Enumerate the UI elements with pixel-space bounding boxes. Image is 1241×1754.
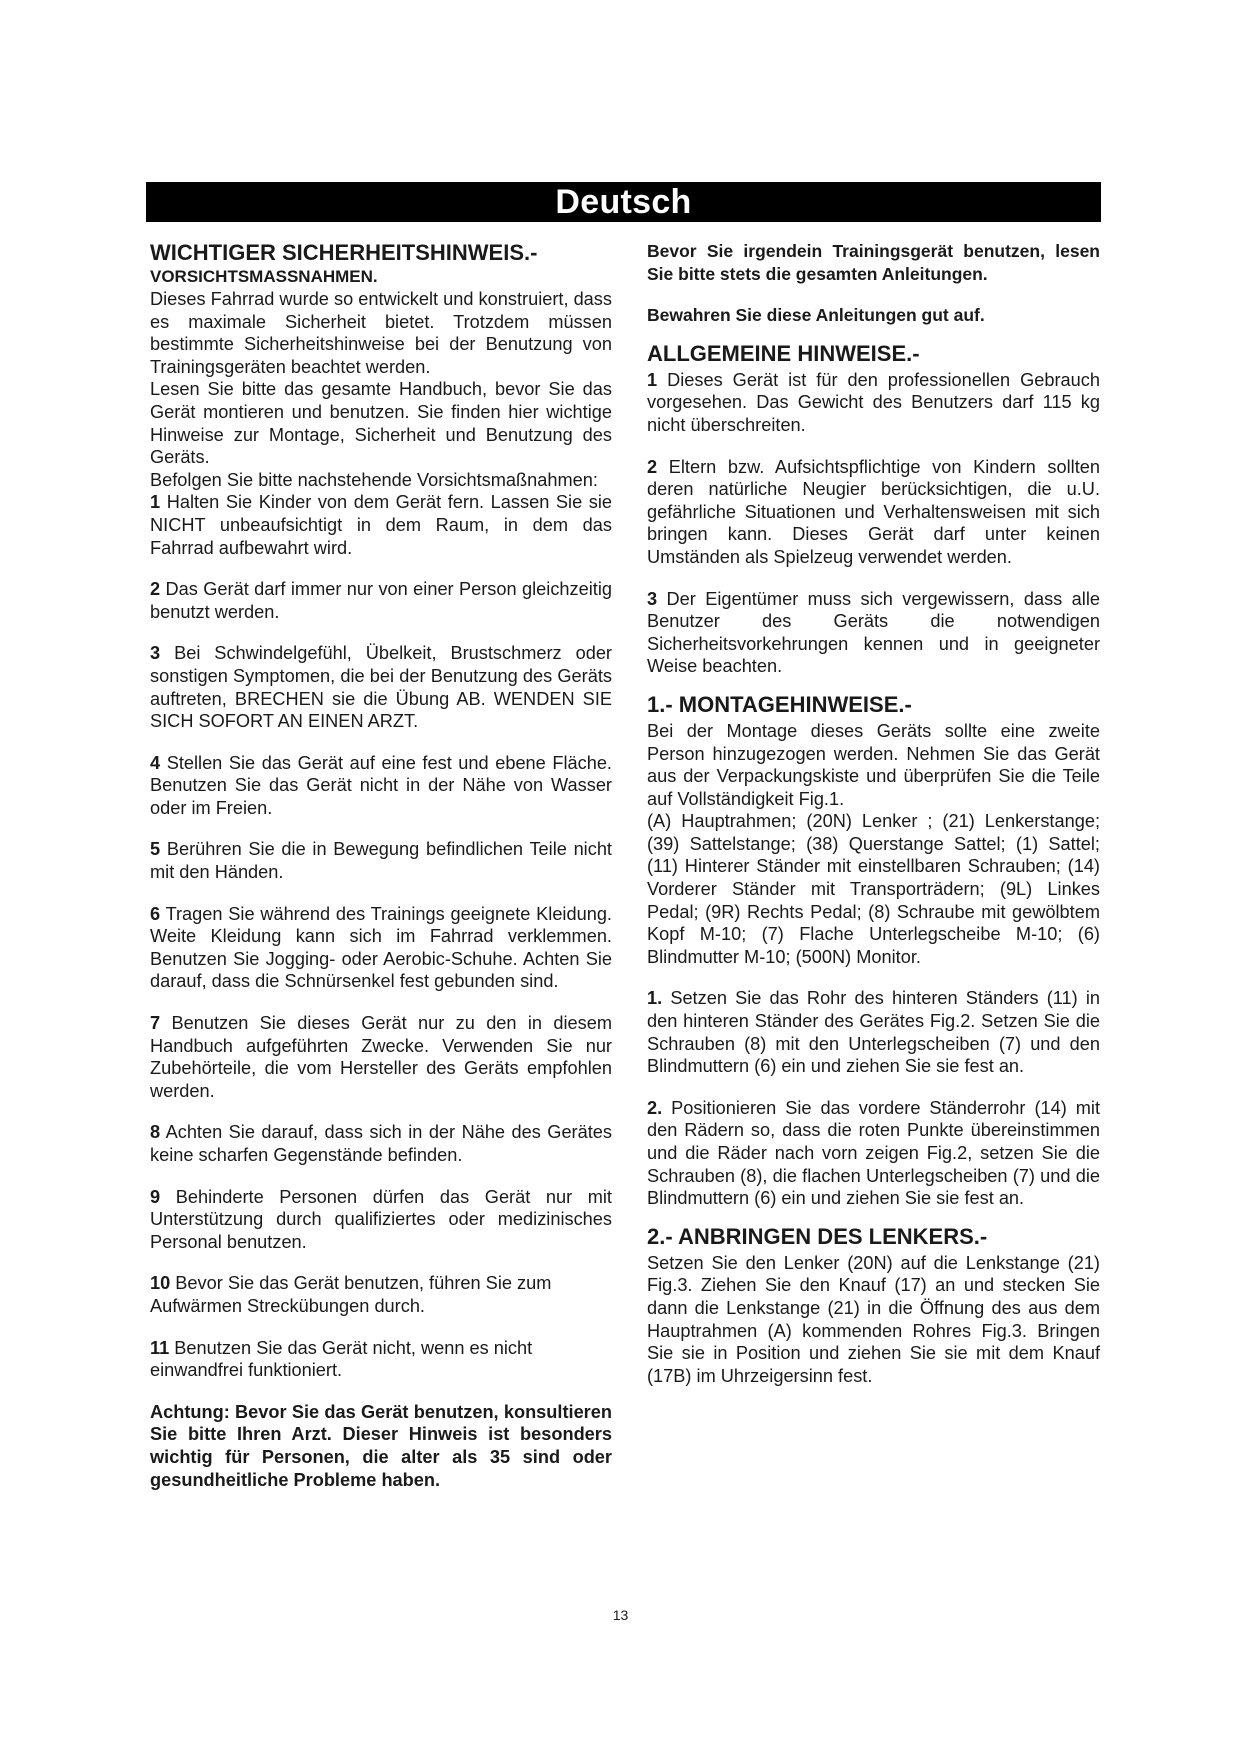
left-column [150, 240, 612, 1510]
assembly-parts-list: (A) Hauptrahmen; (20N) Lenker ; (21) Lenkerstange; (39) Sattelstange; (38) Querstange Sattel; (1) Sattel; (11) Hinterer Ständer mit einstellbaren Schrauben; (14) Vorderer Ständer mit Transporträdern; (9L) Linkes Pedal; (9R) Rechts Pedal; (8) Schraube mit gewölbtem Kopf M-10; (7) Flache Unterlegscheibe M-10; (6) Blindmutter M-10; (500N) Monitor. [647, 811, 1100, 967]
safety-item-9: 9 Behinderte Personen dürfen das Gerät nur mit Unterstützung durch qualifiziertes oder medizinisches Personal benutzen. [150, 1186, 612, 1252]
safety-item-1: 1 Halten Sie Kinder von dem Gerät fern. Lassen Sie sie NICHT unbeaufsichtigt in dem Raum, in dem das Fahrrad aufbewahrt wird. [150, 492, 612, 558]
right-column [647, 240, 1100, 1406]
page-number: 13 [612, 1607, 629, 1623]
keep-instructions-note: Bewahren Sie diese Anleitungen gut auf. [647, 305, 985, 326]
safety-title: WICHTIGER SICHERHEITSHINWEIS.- [150, 240, 538, 265]
intro-paragraph-1: Dieses Fahrrad wurde so entwickelt und konstruiert, dass es maximale Sicherheit bietet. Trotzdem müssen bestimmte Sicherheitshinweise bei der Benutzung von Trainingsgeräten beachtet werden. [150, 289, 612, 377]
handlebar-text: Setzen Sie den Lenker (20N) auf die Lenkstange (21) Fig.3. Ziehen Sie den Knauf (17) an und stecken Sie dann die Lenkstange (21) in die Öffnung des aus dem Hauptrahmen (A) kommenden Rohres Fig.3. Bringen Sie sie in Position und ziehen Sie sie mit dem Knauf (17B) im Uhrzeigersinn fest. [647, 1252, 1100, 1386]
intro-paragraph-2: Lesen Sie bitte das gesamte Handbuch, bevor Sie das Gerät montieren und benutzen. Sie finden hier wichtige Hinweise zur Montage, Sicherheit und Benutzung des Geräts. [150, 379, 612, 468]
read-instructions-note: Bevor Sie irgendein Trainingsgerät benutzen, lesen Sie bitte stets die gesamten Anleitungen. [647, 241, 1100, 284]
assembly-step-1: 1. Setzen Sie das Rohr des hinteren Ständers (11) in den hinteren Ständer des Gerätes Fig.2. Setzen Sie die Schrauben (8) mit den Unterlegscheiben (7) und den Blindmuttern (6) ein und ziehen Sie sie fest an. [647, 988, 1100, 1077]
safety-item-3: 3 Bei Schwindelgefühl, Übelkeit, Brustschmerz oder sonstigen Symptomen, die bei der Benutzung des Geräts auftreten, BRECHEN sie die Übung AB. WENDEN SIE SICH SOFORT AN EINEN ARZT. [150, 643, 612, 732]
assembly-step-2: 2. Positionieren Sie das vordere Ständerrohr (14) mit den Rädern so, dass die roten Punkte übereinstimmen und die Räder nach vorn zeigen Fig.2, setzen Sie die Schrauben (8), die flachen Unterlegscheiben (7) und die Blindmuttern (6) ein und ziehen Sie sie fest an. [647, 1097, 1100, 1209]
safety-item-2: 2 Das Gerät darf immer nur von einer Person gleichzeitig benutzt werden. [150, 579, 613, 622]
safety-item-5: 5 Berühren Sie die in Bewegung befindlichen Teile nicht mit den Händen. [150, 839, 612, 883]
general-item-3: 3 Der Eigentümer muss sich vergewissern, dass alle Benutzer des Geräts die notwendigen Sicherheitsvorkehrungen kennen und in geeigneter Weise beachten. [647, 588, 1100, 677]
safety-item-10: 10 Bevor Sie das Gerät benutzen, führen Sie zum Aufwärmen Streckübungen durch. [150, 1273, 552, 1316]
precautions-subtitle: VORSICHTSMASSNAHMEN. [150, 267, 378, 286]
safety-item-11: 11 Benutzen Sie das Gerät nicht, wenn es nicht einwandfrei funktioniert. [150, 1337, 533, 1381]
language-banner [146, 182, 1101, 222]
safety-item-4: 4 Stellen Sie das Gerät auf eine fest und ebene Fläche. Benutzen Sie das Gerät nicht in der Nähe von Wasser oder im Freien. [150, 752, 612, 818]
safety-item-6: 6 Tragen Sie während des Trainings geeignete Kleidung. Weite Kleidung kann sich im Fahrrad verklemmen. Benutzen Sie Jogging- oder Aerobic-Schuhe. Achten Sie darauf, dass die Schnürsenkel fest gebunden sind. [150, 903, 612, 992]
assembly-title: 1.- MONTAGEHINWEISE.- [647, 691, 912, 717]
intro-paragraph-3: Befolgen Sie bitte nachstehende Vorsichtsmaßnahmen: [150, 469, 598, 490]
language-title: Deutsch [555, 183, 692, 221]
general-item-2: 2 Eltern bzw. Aufsichtspflichtige von Kindern sollten deren natürliche Neugier berücksichtigen, die u.U. gefährliche Situationen und Verhaltensweisen mit sich bringen kann. Dieses Gerät darf unter keinen Umständen als Spielzeug verwendet werden. [647, 456, 1100, 567]
general-notes-title: ALLGEMEINE HINWEISE.- [647, 340, 920, 366]
assembly-intro: Bei der Montage dieses Geräts sollte eine zweite Person hinzugezogen werden. Nehmen Sie das Gerät aus der Verpackungskiste und überprüfen Sie die Teile auf Vollständigkeit Fig.1. [647, 720, 1100, 809]
handlebar-title: 2.- ANBRINGEN DES LENKERS.- [647, 1223, 988, 1249]
safety-item-7: 7 Benutzen Sie dieses Gerät nur zu den in diesem Handbuch aufgeführten Zwecke. Verwenden Sie nur Zubehörteile, die vom Hersteller des Geräts empfohlen werden. [150, 1013, 612, 1101]
general-item-1: 1 Dieses Gerät ist für den professionellen Gebrauch vorgesehen. Das Gewicht des Benutzers darf 115 kg nicht überschreiten. [647, 369, 1100, 435]
doctor-warning: Achtung: Bevor Sie das Gerät benutzen, konsultieren Sie bitte Ihren Arzt. Dieser Hinweis ist besonders wichtig für Personen, die alter als 35 sind oder gesundheitliche Probleme haben. [150, 1401, 612, 1490]
safety-item-8: 8 Achten Sie darauf, dass sich in der Nähe des Gerätes keine scharfen Gegenstände befinden. [150, 1122, 612, 1165]
